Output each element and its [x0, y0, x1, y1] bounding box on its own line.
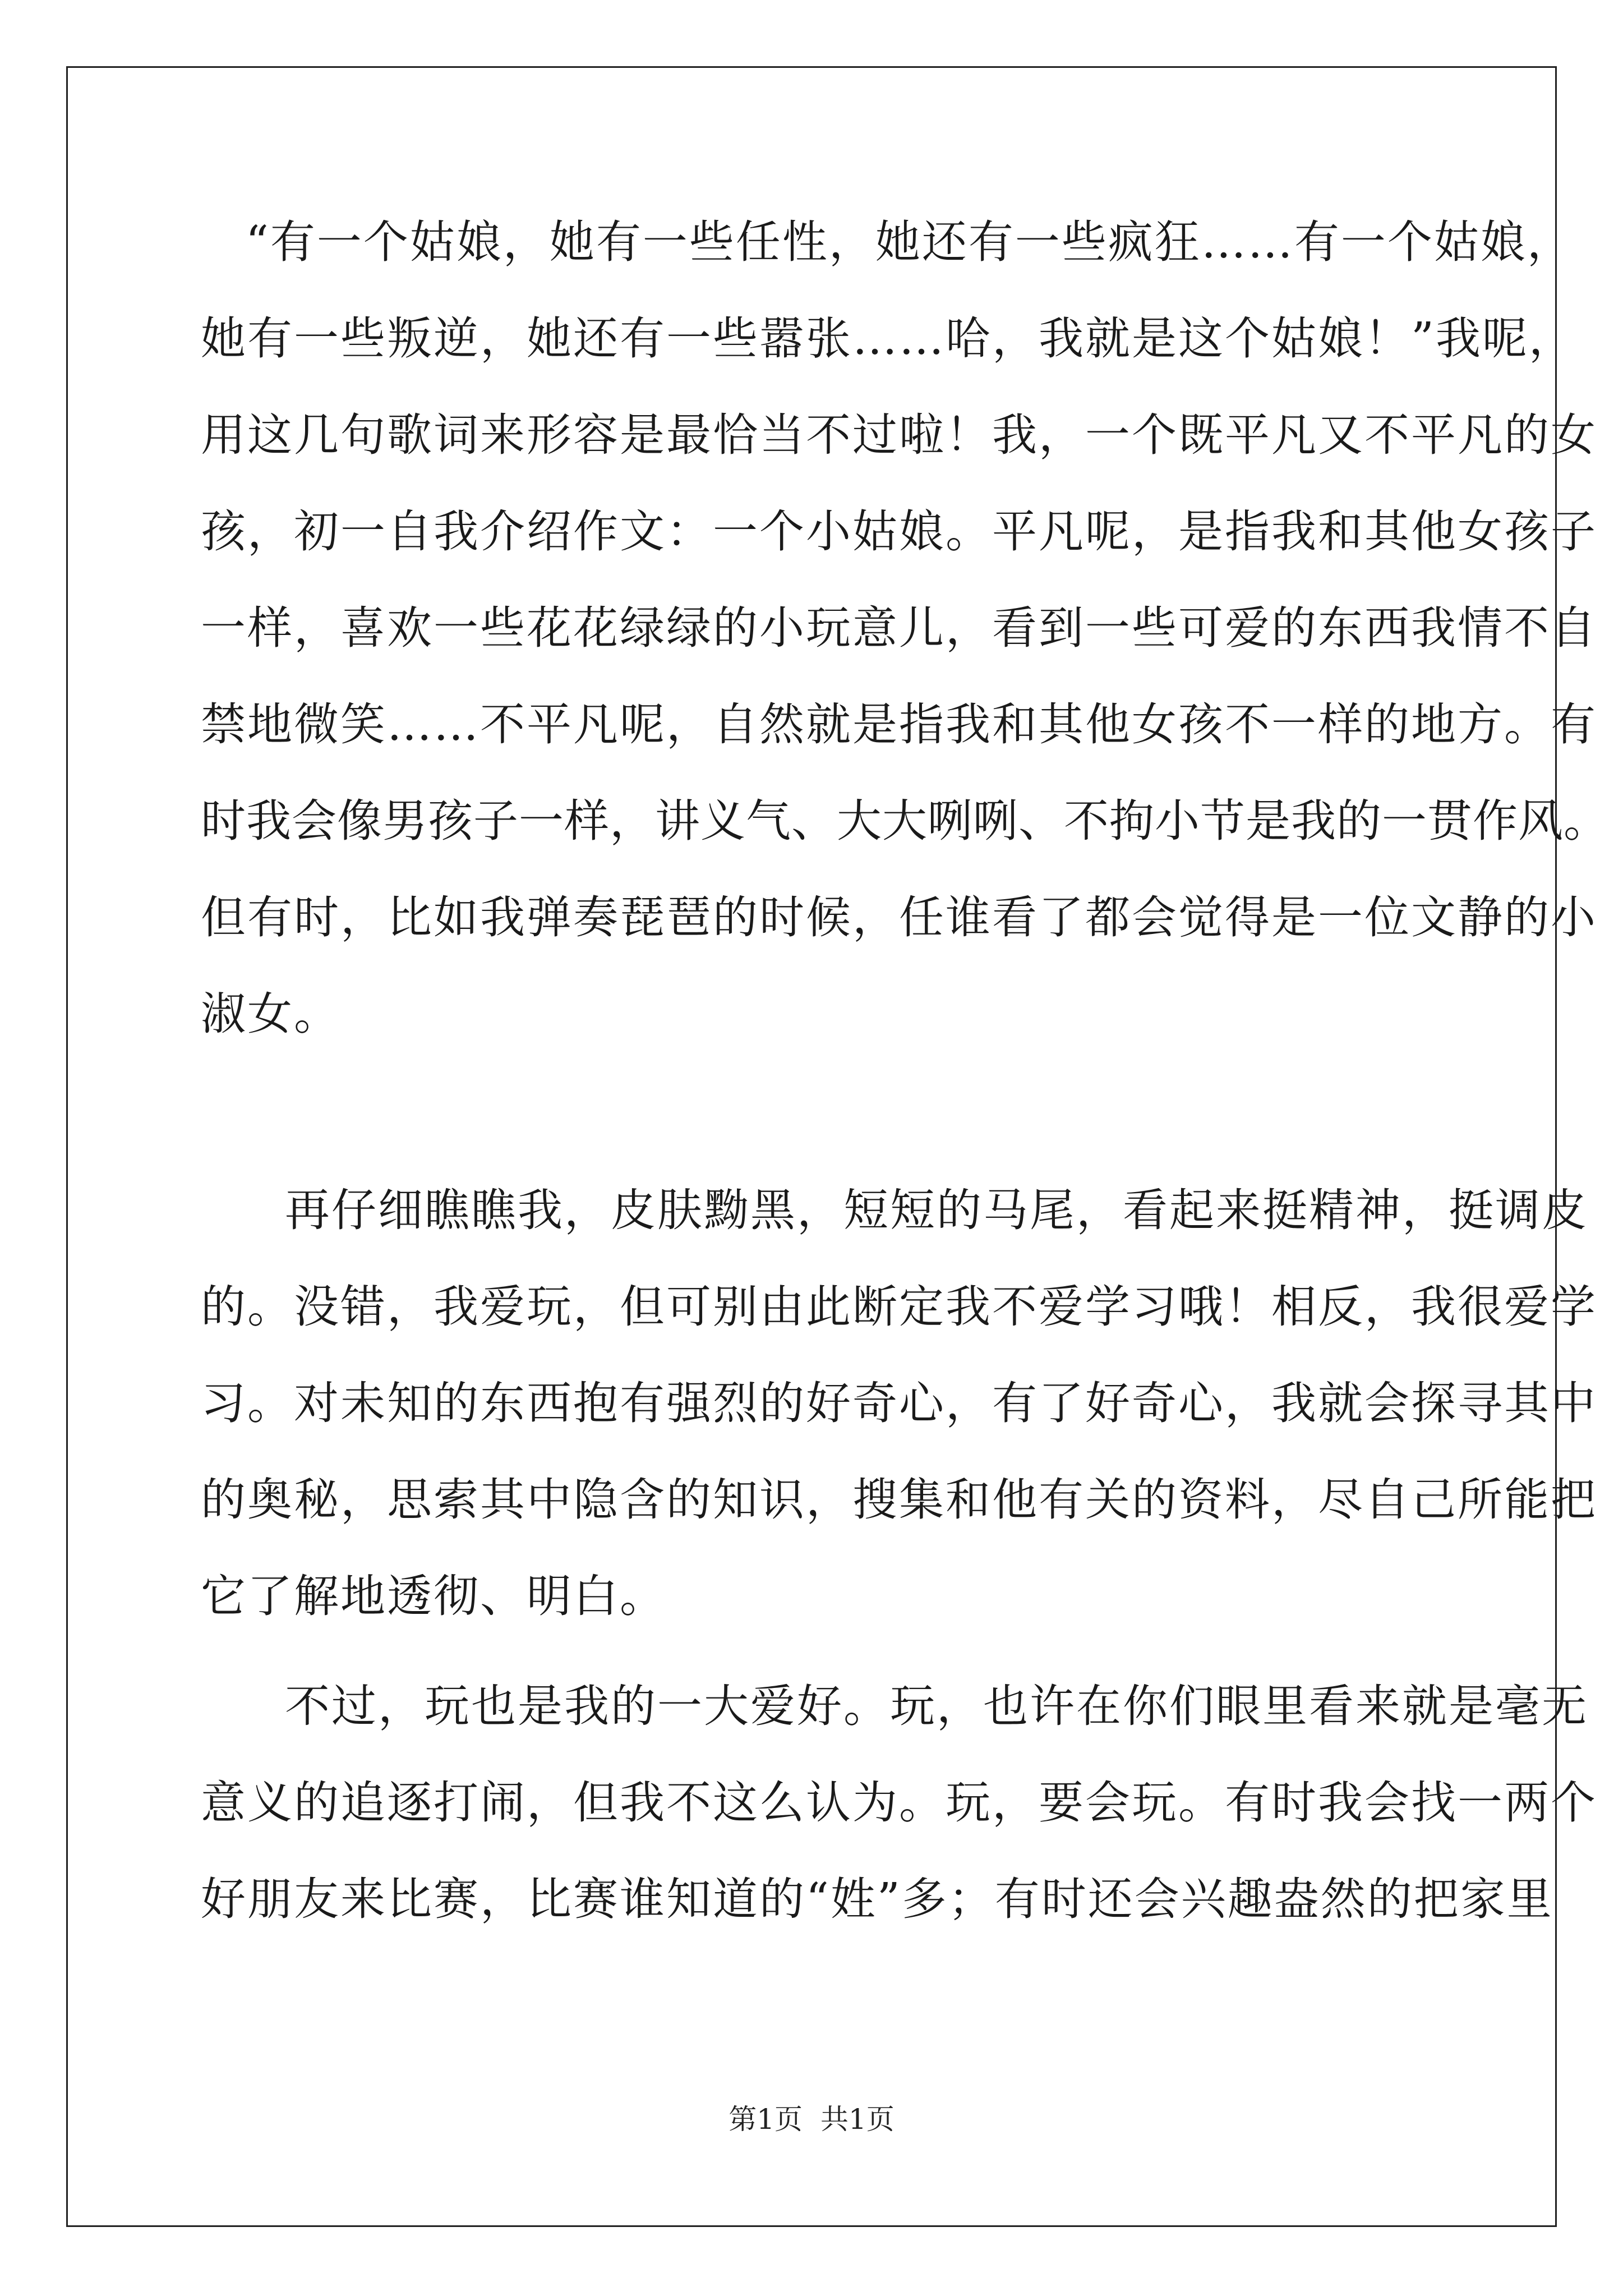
paragraph-line: 淑女。 [201, 988, 340, 1040]
paragraph-line: 它了解地透彻、明白。 [201, 1570, 666, 1622]
paragraph-line: 用这几句歌词来形容是最恰当不过啦！我，一个既平凡又不平凡的女 [201, 409, 1597, 461]
paragraph-line: 时我会像男孩子一样，讲义气、大大咧咧、不拘小节是我的一贯作风。 [201, 795, 1609, 847]
page-footer [0, 2102, 1623, 2136]
paragraph-line: “有一个姑娘，她有一些任性，她还有一些疯狂……有一个姑娘， [246, 216, 1574, 268]
paragraph-line: 她有一些叛逆，她还有一些嚣张……哈，我就是这个姑娘！”我呢， [201, 312, 1575, 365]
paragraph-line: 意义的追逐打闹，但我不这么认为。玩，要会玩。有时我会找一两个 [201, 1777, 1597, 1829]
paragraph-line: 一样，喜欢一些花花绿绿的小玩意儿，看到一些可爱的东西我情不自 [201, 602, 1597, 654]
page-number: 第1页 [728, 2103, 803, 2136]
paragraph-line: 再仔细瞧瞧我，皮肤黝黑，短短的马尾，看起来挺精神，挺调皮 [285, 1184, 1588, 1236]
paragraph-line: 的奥秘，思索其中隐含的知识，搜集和他有关的资料，尽自己所能把 [201, 1474, 1597, 1526]
paragraph-line: 孩，初一自我介绍作文：一个小姑娘。平凡呢，是指我和其他女孩子 [201, 505, 1597, 558]
paragraph-line: 的。没错，我爱玩，但可别由此断定我不爱学习哦！相反，我很爱学 [201, 1281, 1597, 1333]
paragraph-line: 但有时，比如我弹奏琵琶的时候，任谁看了都会觉得是一位文静的小 [201, 891, 1597, 944]
paragraph-line: 好朋友来比赛，比赛谁知道的“姓”多；有时还会兴趣盎然的把家里 [201, 1873, 1553, 1925]
paragraph-line: 不过，玩也是我的一大爱好。玩，也许在你们眼里看来就是毫无 [285, 1680, 1588, 1732]
paragraph-line: 习。对未知的东西抱有强烈的好奇心，有了好奇心，我就会探寻其中 [201, 1377, 1597, 1429]
paragraph-line: 禁地微笑……不平凡呢，自然就是指我和其他女孩不一样的地方。有 [201, 698, 1597, 751]
page-total: 共1页 [820, 2103, 895, 2136]
